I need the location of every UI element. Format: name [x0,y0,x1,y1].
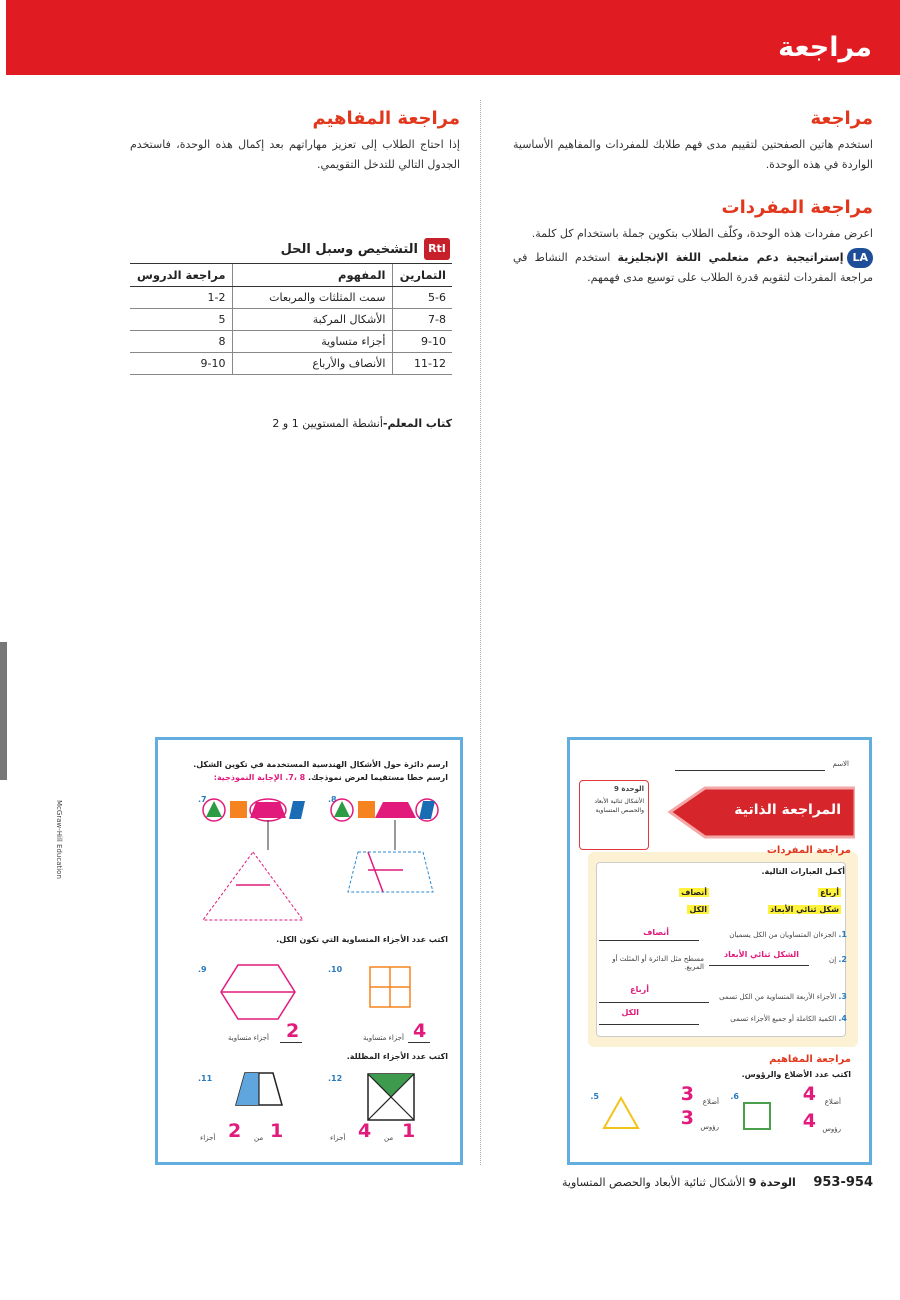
table-cell: سمت المثلثات والمربعات [232,287,392,309]
name-line [675,770,825,771]
book-ref-bold: كتاب المعلم- [382,417,452,430]
q6-number: 6. [730,1092,739,1101]
q2-rest: مسطح مثل الدائرة أو المثلث أو المربع. [612,955,704,971]
review-text: استخدم هاتين الصفحتين لتقييم مدى فهم طلابك للمفردات والمفاهيم الأساسية الواردة في هذه الوحدة. [513,138,873,171]
q11-shaded-answer: 1 [270,1120,284,1142]
table-cell: 9-10 [130,353,232,375]
review-heading: مراجعة [810,108,873,129]
parts-label: أجزاء [330,1134,346,1142]
q1-text: 1. الجزءان المتساويان من الكل يسميان [729,930,847,939]
trapezoid-figure [233,1070,285,1108]
vocab-instruction: أكمل العبارات التالية. [761,867,845,876]
la-text: استخدم النشاط في مراجعة المفردات لتقويم قدرة الطلاب على توسيع مدى فهمهم. [513,251,873,284]
q3-text: 3. الأجزاء الأربعة المتساوية من الكل تسمى [719,992,847,1001]
sheet-concepts-title: مراجعة المفاهيم [769,1054,851,1065]
page-title: مراجعة [778,32,872,63]
sides-label: أضلاع [702,1098,719,1106]
diagnosis-table [130,263,452,375]
side-tab [0,642,7,780]
word-bank-item: الكل [689,905,707,914]
left-column [130,108,460,175]
of-label: من [254,1134,264,1142]
concepts-instruction: اكتب عدد الأضلاع والرؤوس. [741,1070,851,1079]
equal-parts-label: أجزاء متساوية [363,1034,404,1042]
vertices-label: رؤوس [700,1123,719,1131]
unit-box [579,780,649,850]
concepts-heading: مراجعة المفاهيم [312,108,460,129]
table-row [130,353,452,375]
instruction2-line [214,773,448,782]
name-label: الاسم [832,760,849,768]
q7-number: 7. [198,795,207,804]
square-shape [743,1102,771,1130]
q1-answer: أنصاف [643,928,669,937]
triangle-shape [601,1095,641,1131]
square-x-figure [366,1072,416,1122]
q12-number: 12. [328,1074,343,1083]
table-cell: الأشكال المركبة [232,309,392,331]
q3-line [599,1002,709,1003]
book-reference [272,417,452,430]
page-numbers: 953-954 [813,1175,873,1190]
q2-answer: الشكل ثنائي الأبعاد [724,950,799,959]
la-strategy: إستراتيجية دعم متعلمي اللغة الإنجليزية [617,251,844,264]
q6-vertices-answer: 4 [802,1110,816,1132]
table-row [130,331,452,353]
concepts-text: إذا احتاج الطلاب إلى تعزيز مهاراتهم بعد إكمال هذه الوحدة، فاستخدم الجدول التالي للتدخل التقويمي. [130,138,460,171]
side-credit: McGraw-Hill Education [55,800,63,879]
q4-text: 4. الكمية الكاملة أو جميع الأجزاء تسمى [730,1014,847,1023]
square-quarters-figure [368,965,412,1009]
q10-line [408,1042,430,1043]
q9-number: 9. [198,965,207,974]
table-header: مراجعة الدروس [130,264,232,287]
shapes-worksheet [155,737,463,1165]
q11-total-answer: 2 [228,1120,242,1142]
q8-figure [328,790,458,900]
q5-sides-answer: 3 [680,1083,694,1105]
q5-number: 5. [590,1092,599,1101]
sheet-vocab-title: مراجعة المفردات [766,845,851,856]
q4-answer: الكل [621,1008,639,1017]
book-ref-text: أنشطة المستويين 1 و 2 [272,417,383,430]
q10-number: 10. [328,965,343,974]
table-header-row [130,264,452,287]
la-paragraph [513,248,873,288]
table-cell: 5-6 [392,287,452,309]
self-review-worksheet [567,737,872,1165]
self-review-title: المراجعة الذاتية [734,802,841,818]
header-banner [6,0,900,75]
rti-header [130,238,450,260]
rti-title: التشخيص وسبل الحل [280,241,418,257]
table-header: التمارين [392,264,452,287]
table-cell: 1-2 [130,287,232,309]
q5-vertices-answer: 3 [680,1107,694,1129]
q8-number: 8. [328,795,337,804]
table-cell: 8 [130,331,232,353]
word-bank-item: أنصاف [681,888,707,897]
q4-line [599,1024,699,1025]
rti-icon: RtI [424,238,450,260]
q12-total-answer: 4 [358,1120,372,1142]
q2-text: 2. إن [829,955,847,964]
q9-answer: 2 [286,1020,300,1042]
q9-line [280,1042,302,1043]
shaded-instruction: اكتب عدد الأجزاء المظللة. [346,1052,448,1061]
table-cell: أجزاء متساوية [232,331,392,353]
unit-label: الوحدة 9 [614,785,644,793]
q2-line [709,965,809,966]
table-header: المفهوم [232,264,392,287]
parts-label: أجزاء [200,1134,216,1142]
footer-unit-title: الأشكال ثنائية الأبعاد والحصص المتساوية [561,1176,746,1189]
equal-parts-instruction: اكتب عدد الأجزاء المتساوية التي تكون الكل. [276,935,448,944]
word-bank-item: أرباع [820,888,839,897]
la-badge: LA [847,248,873,268]
table-row [130,287,452,309]
right-column [513,108,873,288]
q1-line [599,940,699,941]
unit-sub: الأشكال ثنائية الأبعاد والحصص المتساوية [594,798,644,814]
table-cell: 7-8 [392,309,452,331]
q12-shaded-answer: 1 [402,1120,416,1142]
vertices-label: رؤوس [822,1125,841,1133]
table-cell: 5 [130,309,232,331]
of-label: من [384,1134,394,1142]
equal-parts-label: أجزاء متساوية [228,1034,269,1042]
footer-unit: الوحدة 9 [748,1176,796,1189]
q7-figure [198,790,323,930]
table-cell: 9-10 [392,331,452,353]
instruction1: ارسم دائرة حول الأشكال الهندسية المستخدمة في تكوين الشكل. [193,760,448,769]
instruction2: ارسم خطا مستقيما لعرض نموذجك. [308,773,448,782]
table-cell: الأنصاف والأرباع [232,353,392,375]
q11-number: 11. [198,1074,213,1083]
vocab-heading: مراجعة المفردات [721,197,873,218]
vocab-text: اعرض مفردات هذه الوحدة، وكلّف الطلاب بتكوين جملة باستخدام كل كلمة. [531,227,873,240]
table-row [130,309,452,331]
sides-label: أضلاع [824,1098,841,1106]
q10-answer: 4 [413,1020,427,1042]
model-answer: 8 ،7. الإجابة النموذجية: [213,773,306,782]
column-divider [480,100,481,1165]
word-bank-item: شكل ثنائي الأبعاد [770,905,839,914]
page-footer [562,1175,873,1190]
q3-answer: أرباع [630,985,649,994]
q6-sides-answer: 4 [802,1083,816,1105]
table-cell: 11-12 [392,353,452,375]
hexagon-figure [218,962,298,1022]
